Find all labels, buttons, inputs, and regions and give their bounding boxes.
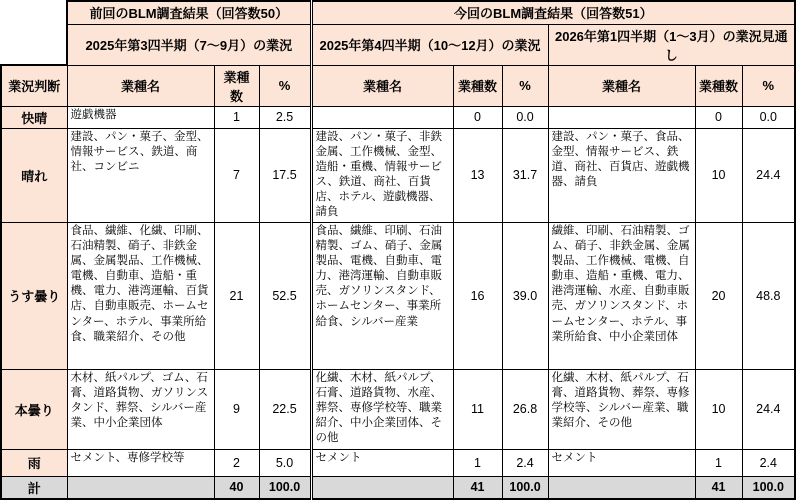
pct-cell: 5.0 xyxy=(259,449,311,476)
total-pct-cell: 100.0 xyxy=(742,476,795,499)
count-cell: 10 xyxy=(695,128,742,222)
pct-cell: 52.5 xyxy=(259,222,311,369)
total-count-cell: 41 xyxy=(453,476,502,499)
industry-cell: 建設、パン・菓子、金型、情報サービス、鉄道、商社、コンビニ xyxy=(67,128,214,222)
count-cell: 1 xyxy=(453,449,502,476)
total-pct-cell: 100.0 xyxy=(259,476,311,499)
col-header-count-1: 業種数 xyxy=(214,65,259,106)
pct-cell: 2.5 xyxy=(259,106,311,128)
pct-cell: 17.5 xyxy=(259,128,311,222)
curr-survey-title: 今回のBLM調査結果（回答数51） xyxy=(311,1,795,24)
prev-period-title: 2025年第3四半期（7～9月）の業況 xyxy=(67,24,311,65)
count-cell: 2 xyxy=(214,449,259,476)
industry-cell: セメント xyxy=(311,449,453,476)
industry-cell: 建設、パン・菓子、食品、金型、情報サービス、鉄道、商社、百貨店、遊戯機器、請負 xyxy=(548,128,695,222)
table-row-light-cloudy xyxy=(1,222,795,369)
col-header-industry-3: 業種名 xyxy=(548,65,695,106)
weather-label: 快晴 xyxy=(1,106,67,128)
industry-cell xyxy=(548,476,695,499)
col-header-count-2: 業種数 xyxy=(453,65,502,106)
pct-cell: 0.0 xyxy=(742,106,795,128)
pct-cell: 0.0 xyxy=(502,106,548,128)
weather-label: 雨 xyxy=(1,449,67,476)
weather-label: 晴れ xyxy=(1,128,67,222)
table-row-sunny xyxy=(1,128,795,222)
industry-cell: 木材、紙パルプ、ゴム、石膏、道路貨物、ガソリンスタンド、葬祭、シルバー産業、中小企業団体 xyxy=(67,369,214,449)
col-header-count-3: 業種数 xyxy=(695,65,742,106)
table-row-clear xyxy=(1,106,795,128)
industry-cell: セメント、専修学校等 xyxy=(67,449,214,476)
prev-survey-title: 前回のBLM調査結果（回答数50） xyxy=(67,1,311,24)
industry-cell xyxy=(311,476,453,499)
table-row-rain xyxy=(1,449,795,476)
count-cell: 21 xyxy=(214,222,259,369)
industry-cell: 化繊、木材、紙パルプ、石膏、道路貨物、水産、葬祭、専修学校等、職業紹介、中小企業団体、その他 xyxy=(311,369,453,449)
total-label: 計 xyxy=(1,476,67,499)
table-row-total xyxy=(1,476,795,499)
col-header-pct-1: % xyxy=(259,65,311,106)
industry-cell: 食品、繊維、印刷、石油精製、ゴム、硝子、金属製品、電機、自動車、電力、港湾運輸、自動車販売、ガソリンスタンド、ホームセンター、事業所給食、シルバー産業 xyxy=(311,222,453,369)
col-header-industry-1: 業種名 xyxy=(67,65,214,106)
total-pct-cell: 100.0 xyxy=(502,476,548,499)
total-count-cell: 41 xyxy=(695,476,742,499)
count-cell: 7 xyxy=(214,128,259,222)
col-header-pct-3: % xyxy=(742,65,795,106)
curr-period1-title: 2025年第4四半期（10～12月）の業況 xyxy=(311,24,548,65)
pct-cell: 39.0 xyxy=(502,222,548,369)
pct-cell: 24.4 xyxy=(742,128,795,222)
total-count-cell: 40 xyxy=(214,476,259,499)
header-row-columns xyxy=(1,65,795,106)
count-cell: 0 xyxy=(453,106,502,128)
table-row-cloudy xyxy=(1,369,795,449)
count-cell: 11 xyxy=(453,369,502,449)
count-cell: 9 xyxy=(214,369,259,449)
weather-label: 本曇り xyxy=(1,369,67,449)
count-cell: 0 xyxy=(695,106,742,128)
header-row-period xyxy=(1,24,795,65)
count-cell: 10 xyxy=(695,369,742,449)
count-cell: 1 xyxy=(695,449,742,476)
pct-cell: 2.4 xyxy=(742,449,795,476)
count-cell: 13 xyxy=(453,128,502,222)
col-header-judgment: 業況判断 xyxy=(1,65,67,106)
industry-cell: 建設、パン・菓子、非鉄金属、工作機械、金型、造船・重機、情報サービス、鉄道、商社、百貨店、ホテル、遊戯機器、請負 xyxy=(311,128,453,222)
pct-cell: 48.8 xyxy=(742,222,795,369)
count-cell: 16 xyxy=(453,222,502,369)
col-header-pct-2: % xyxy=(502,65,548,106)
weather-label: うす曇り xyxy=(1,222,67,369)
industry-cell: 繊維、印刷、石油精製、ゴム、硝子、非鉄金属、金属製品、工作機械、電機、自動車、造船・重機、電力、港湾運輸、水産、自動車販売、ガソリンスタンド、ホームセンター、ホテル、事業所給食、中小企業団体 xyxy=(548,222,695,369)
industry-cell: 化繊、木材、紙パルプ、石膏、道路貨物、葬祭、専修学校等、シルバー産業、職業紹介、その他 xyxy=(548,369,695,449)
header-row-survey xyxy=(1,1,795,24)
pct-cell: 26.8 xyxy=(502,369,548,449)
industry-cell xyxy=(548,106,695,128)
pct-cell: 31.7 xyxy=(502,128,548,222)
pct-cell: 2.4 xyxy=(502,449,548,476)
count-cell: 1 xyxy=(214,106,259,128)
pct-cell: 22.5 xyxy=(259,369,311,449)
industry-cell: 遊戯機器 xyxy=(67,106,214,128)
industry-cell: セメント xyxy=(548,449,695,476)
industry-cell xyxy=(67,476,214,499)
count-cell: 20 xyxy=(695,222,742,369)
pct-cell: 24.4 xyxy=(742,369,795,449)
corner-blank-cell xyxy=(1,1,67,65)
industry-cell xyxy=(311,106,453,128)
industry-cell: 食品、繊維、化繊、印刷、石油精製、硝子、非鉄金属、金属製品、工作機械、電機、自動車、造船・重機、電力、港湾運輸、百貨店、自動車販売、ホームセンター、ホテル、事業所給食、職業紹介、その他 xyxy=(67,222,214,369)
curr-period2-title: 2026年第1四半期（1～3月）の業況見通し xyxy=(548,24,795,65)
col-header-industry-2: 業種名 xyxy=(311,65,453,106)
